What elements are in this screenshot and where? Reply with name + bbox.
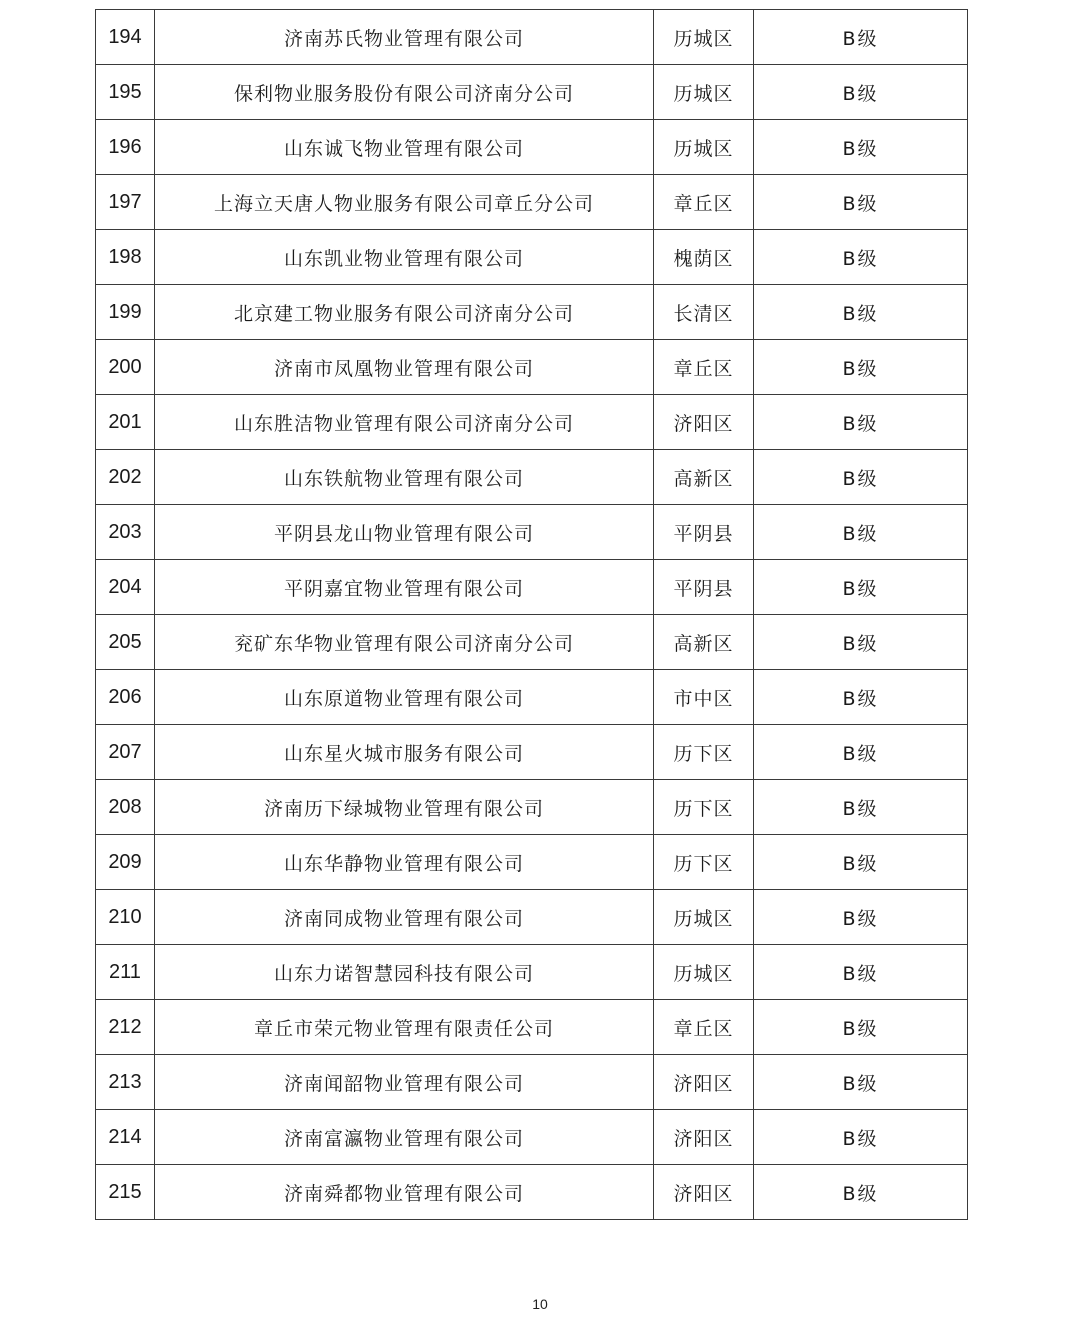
company-rating-table bbox=[95, 9, 968, 1220]
company-name: 章丘市荣元物业管理有限责任公司 bbox=[155, 1000, 654, 1055]
grade: B级 bbox=[754, 835, 968, 890]
table-row bbox=[96, 10, 968, 65]
table-row bbox=[96, 65, 968, 120]
company-name: 济南市凤凰物业管理有限公司 bbox=[155, 340, 654, 395]
district: 平阴县 bbox=[654, 505, 754, 560]
table-row bbox=[96, 615, 968, 670]
table-row bbox=[96, 670, 968, 725]
grade: B级 bbox=[754, 175, 968, 230]
district: 历下区 bbox=[654, 835, 754, 890]
grade: B级 bbox=[754, 10, 968, 65]
district: 槐荫区 bbox=[654, 230, 754, 285]
company-name: 上海立天唐人物业服务有限公司章丘分公司 bbox=[155, 175, 654, 230]
row-number: 198 bbox=[96, 230, 155, 285]
company-name: 保利物业服务股份有限公司济南分公司 bbox=[155, 65, 654, 120]
grade: B级 bbox=[754, 120, 968, 175]
district: 平阴县 bbox=[654, 560, 754, 615]
table-row bbox=[96, 835, 968, 890]
grade: B级 bbox=[754, 230, 968, 285]
row-number: 213 bbox=[96, 1055, 155, 1110]
row-number: 203 bbox=[96, 505, 155, 560]
district: 历城区 bbox=[654, 10, 754, 65]
company-name: 山东胜洁物业管理有限公司济南分公司 bbox=[155, 395, 654, 450]
table-row bbox=[96, 890, 968, 945]
table-row bbox=[96, 1165, 968, 1220]
grade: B级 bbox=[754, 725, 968, 780]
grade: B级 bbox=[754, 285, 968, 340]
grade: B级 bbox=[754, 450, 968, 505]
grade: B级 bbox=[754, 340, 968, 395]
company-name: 平阴嘉宜物业管理有限公司 bbox=[155, 560, 654, 615]
table-row bbox=[96, 1000, 968, 1055]
company-name: 济南历下绿城物业管理有限公司 bbox=[155, 780, 654, 835]
company-name: 济南舜都物业管理有限公司 bbox=[155, 1165, 654, 1220]
row-number: 195 bbox=[96, 65, 155, 120]
row-number: 202 bbox=[96, 450, 155, 505]
grade: B级 bbox=[754, 505, 968, 560]
district: 高新区 bbox=[654, 450, 754, 505]
table-row bbox=[96, 780, 968, 835]
district: 长清区 bbox=[654, 285, 754, 340]
company-name: 山东华静物业管理有限公司 bbox=[155, 835, 654, 890]
grade: B级 bbox=[754, 1165, 968, 1220]
row-number: 212 bbox=[96, 1000, 155, 1055]
company-name: 山东诚飞物业管理有限公司 bbox=[155, 120, 654, 175]
district: 济阳区 bbox=[654, 1110, 754, 1165]
row-number: 215 bbox=[96, 1165, 155, 1220]
table-row bbox=[96, 230, 968, 285]
company-name: 山东凯业物业管理有限公司 bbox=[155, 230, 654, 285]
grade: B级 bbox=[754, 670, 968, 725]
district: 济阳区 bbox=[654, 1165, 754, 1220]
row-number: 207 bbox=[96, 725, 155, 780]
district: 章丘区 bbox=[654, 340, 754, 395]
district: 历城区 bbox=[654, 120, 754, 175]
district: 章丘区 bbox=[654, 1000, 754, 1055]
grade: B级 bbox=[754, 615, 968, 670]
company-name: 北京建工物业服务有限公司济南分公司 bbox=[155, 285, 654, 340]
district: 历下区 bbox=[654, 780, 754, 835]
grade: B级 bbox=[754, 560, 968, 615]
company-name: 兖矿东华物业管理有限公司济南分公司 bbox=[155, 615, 654, 670]
district: 济阳区 bbox=[654, 1055, 754, 1110]
district: 历城区 bbox=[654, 65, 754, 120]
district: 历下区 bbox=[654, 725, 754, 780]
row-number: 210 bbox=[96, 890, 155, 945]
row-number: 201 bbox=[96, 395, 155, 450]
district: 历城区 bbox=[654, 945, 754, 1000]
row-number: 214 bbox=[96, 1110, 155, 1165]
row-number: 205 bbox=[96, 615, 155, 670]
row-number: 196 bbox=[96, 120, 155, 175]
row-number: 208 bbox=[96, 780, 155, 835]
grade: B级 bbox=[754, 65, 968, 120]
company-name: 济南苏氏物业管理有限公司 bbox=[155, 10, 654, 65]
table-row bbox=[96, 560, 968, 615]
grade: B级 bbox=[754, 1110, 968, 1165]
company-name: 济南富瀛物业管理有限公司 bbox=[155, 1110, 654, 1165]
page-number: 10 bbox=[532, 1296, 548, 1312]
grade: B级 bbox=[754, 1000, 968, 1055]
grade: B级 bbox=[754, 890, 968, 945]
table-row bbox=[96, 395, 968, 450]
row-number: 197 bbox=[96, 175, 155, 230]
row-number: 211 bbox=[96, 945, 155, 1000]
row-number: 206 bbox=[96, 670, 155, 725]
table-row bbox=[96, 175, 968, 230]
company-name: 山东力诺智慧园科技有限公司 bbox=[155, 945, 654, 1000]
grade: B级 bbox=[754, 395, 968, 450]
table-row bbox=[96, 120, 968, 175]
grade: B级 bbox=[754, 945, 968, 1000]
district: 市中区 bbox=[654, 670, 754, 725]
row-number: 199 bbox=[96, 285, 155, 340]
table-row bbox=[96, 505, 968, 560]
company-name: 平阴县龙山物业管理有限公司 bbox=[155, 505, 654, 560]
table-body bbox=[96, 10, 968, 1220]
company-name: 济南闻韶物业管理有限公司 bbox=[155, 1055, 654, 1110]
district: 高新区 bbox=[654, 615, 754, 670]
table-row bbox=[96, 1055, 968, 1110]
table-row bbox=[96, 725, 968, 780]
table-row bbox=[96, 285, 968, 340]
company-name: 济南同成物业管理有限公司 bbox=[155, 890, 654, 945]
table-row bbox=[96, 340, 968, 395]
company-name: 山东星火城市服务有限公司 bbox=[155, 725, 654, 780]
row-number: 200 bbox=[96, 340, 155, 395]
row-number: 204 bbox=[96, 560, 155, 615]
row-number: 194 bbox=[96, 10, 155, 65]
grade: B级 bbox=[754, 780, 968, 835]
table-row bbox=[96, 450, 968, 505]
district: 历城区 bbox=[654, 890, 754, 945]
company-name: 山东铁航物业管理有限公司 bbox=[155, 450, 654, 505]
district: 章丘区 bbox=[654, 175, 754, 230]
table-row bbox=[96, 1110, 968, 1165]
company-name: 山东原道物业管理有限公司 bbox=[155, 670, 654, 725]
row-number: 209 bbox=[96, 835, 155, 890]
grade: B级 bbox=[754, 1055, 968, 1110]
district: 济阳区 bbox=[654, 395, 754, 450]
table-row bbox=[96, 945, 968, 1000]
